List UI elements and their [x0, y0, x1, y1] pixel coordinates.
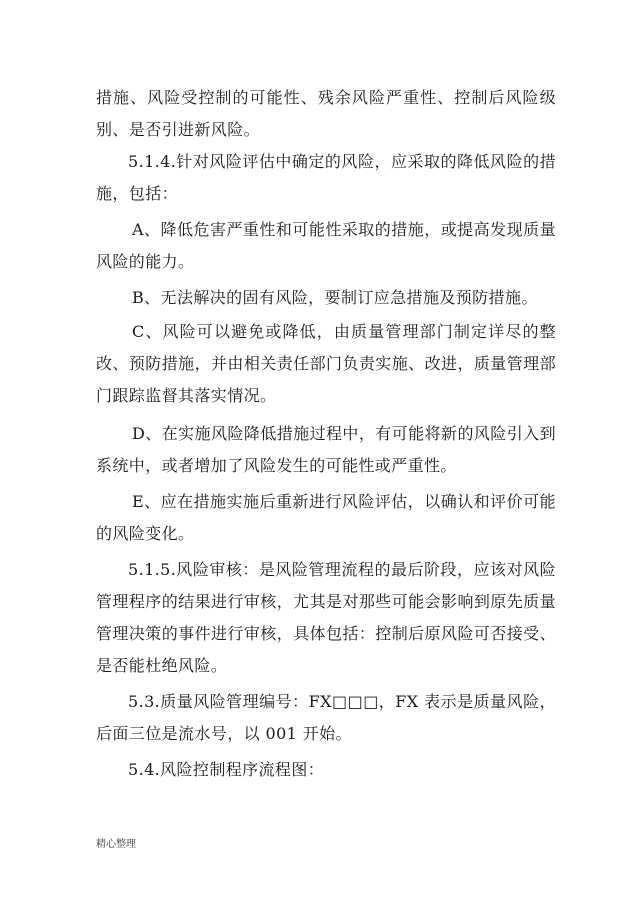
paragraph-5-3: 5.3.质量风险管理编号：FX□□□，FX 表示是质量风险，后面三位是流水号，以 001 开始。 — [96, 692, 556, 743]
paragraph-5-1-5: 5.1.5.风险审核：是风险管理流程的最后阶段，应该对风险管理程序的结果进行审核，尤其是对那些可能会影响到原先质量管理决策的事件进行审核，具体包括：控制后原风险可否接受、是否能杜绝风险。 — [96, 560, 556, 675]
paragraph-item-b: B、无法解决的固有风险，要制订应急措施及预防措施。 — [132, 288, 538, 307]
page-footer: 精心整理 — [96, 839, 136, 850]
paragraph-5-4: 5.4.风险控制程序流程图： — [128, 760, 325, 779]
paragraph-item-c: C、风险可以避免或降低，由质量管理部门制定详尽的整改、预防措施，并由相关责任部门负责实施、改进，质量管理部门跟踪监督其落实情况。 — [96, 322, 556, 405]
paragraph-item-d: D、在实施风险降低措施过程中，有可能将新的风险引入到系统中，或者增加了风险发生的可能性或严重性。 — [96, 424, 556, 475]
paragraph-item-e: E、应在措施实施后重新进行风险评估，以确认和评价可能的风险变化。 — [96, 492, 556, 543]
paragraph-risk-measures-continued: 措施、风险受控制的可能性、残余风险严重性、控制后风险级别、是否引进新风险。 — [96, 88, 556, 139]
paragraph-5-1-4: 5.1.4.针对风险评估中确定的风险，应采取的降低风险的措施，包括： — [96, 152, 556, 203]
paragraph-item-a: A、降低危害严重性和可能性采取的措施，或提高发现质量风险的能力。 — [96, 220, 556, 271]
